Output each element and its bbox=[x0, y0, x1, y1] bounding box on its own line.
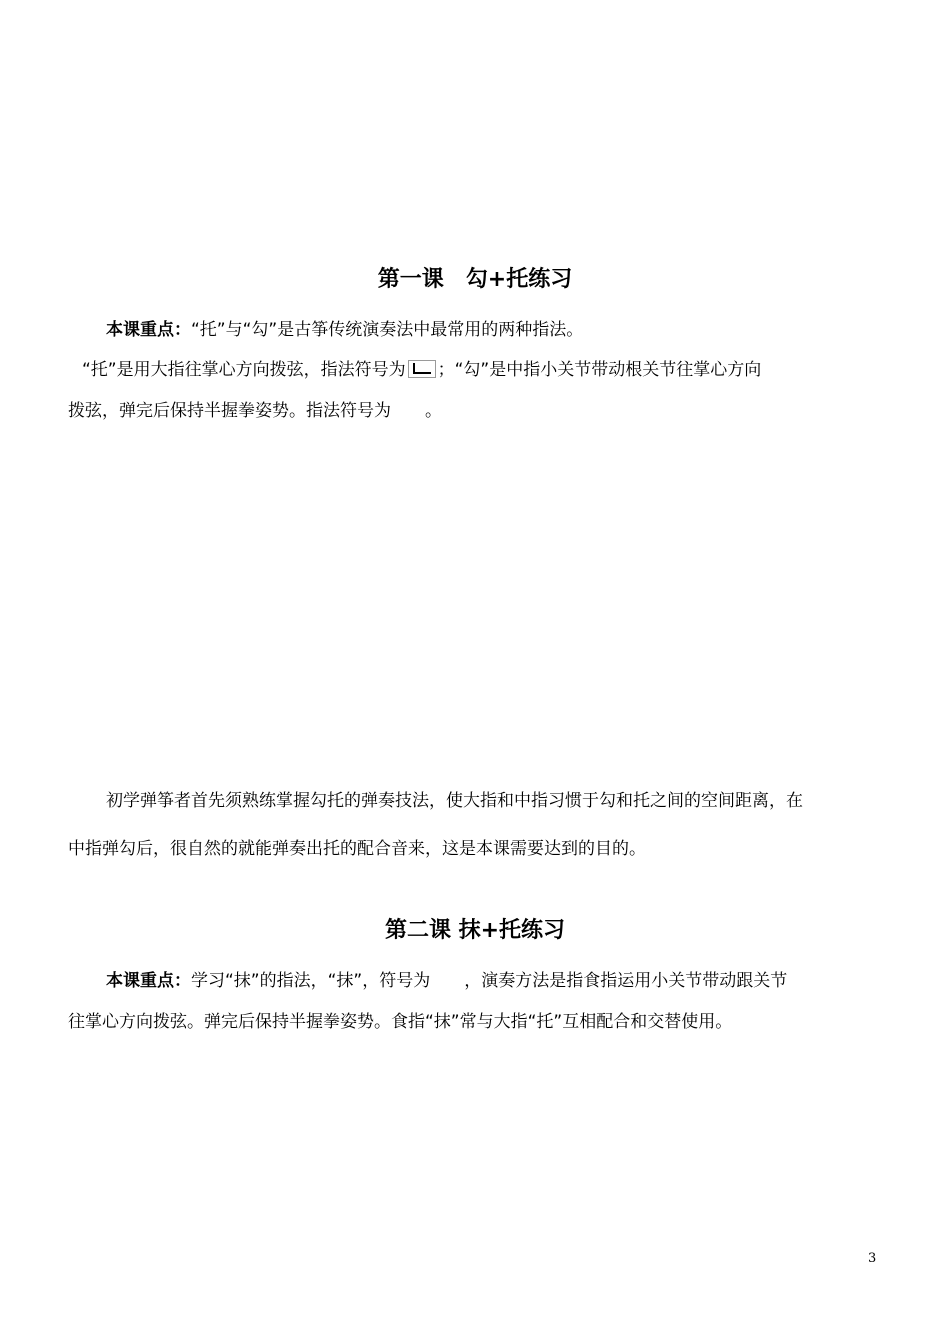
lesson1-paragraph-line3 bbox=[68, 396, 882, 421]
lesson2-paragraph-line2: 往掌心方向拨弦。弹完后保持半握拳姿势。食指“抹”常与大指“托”互相配合和交替使用。 bbox=[68, 1012, 733, 1032]
lesson1-line3-b: 。 bbox=[425, 401, 442, 421]
lesson1-practice-line2: 中指弹勾后，很自然的就能弹奏出托的配合音来，这是本课需要达到的目的。 bbox=[68, 839, 646, 859]
lesson1-line2-b: ；“勾”是中指小关节带动根关节往掌心方向 bbox=[437, 360, 762, 380]
lesson1-key-label: 本课重点： bbox=[106, 320, 191, 340]
lesson1-practice-line1: 初学弹筝者首先须熟练掌握勾托的弹奏技法，使大指和中指习惯于勾和托之间的空间距离，在 bbox=[106, 791, 803, 811]
lesson2-title: 第二课 抹+托练习 bbox=[384, 918, 566, 943]
tuo-fingering-symbol-icon bbox=[408, 360, 436, 378]
lesson1-line2-a: “托”是用大指往掌心方向拨弦，指法符号为 bbox=[82, 360, 406, 380]
lesson1-key-text: “托”与“勾”是古筝传统演奏法中最常用的两种指法。 bbox=[191, 320, 584, 340]
lesson2-line1-a: 学习“抹”的指法，“抹”，符号为 bbox=[191, 971, 431, 991]
lesson2-key-point bbox=[68, 966, 882, 991]
lesson2-key-label: 本课重点： bbox=[106, 971, 191, 991]
gou-fingering-symbol-icon bbox=[391, 401, 425, 419]
mo-fingering-symbol-icon bbox=[430, 971, 464, 989]
lesson1-title: 第一课 勾+托练习 bbox=[377, 267, 573, 292]
lesson1-key-point bbox=[68, 315, 882, 340]
lesson1-line3-a: 拨弦，弹完后保持半握拳姿势。指法符号为 bbox=[68, 401, 391, 421]
lesson2-line1-b: ，演奏方法是指食指运用小关节带动跟关节 bbox=[464, 971, 788, 991]
page-number: 3 bbox=[868, 1251, 877, 1266]
lesson1-paragraph-line2 bbox=[68, 355, 882, 380]
